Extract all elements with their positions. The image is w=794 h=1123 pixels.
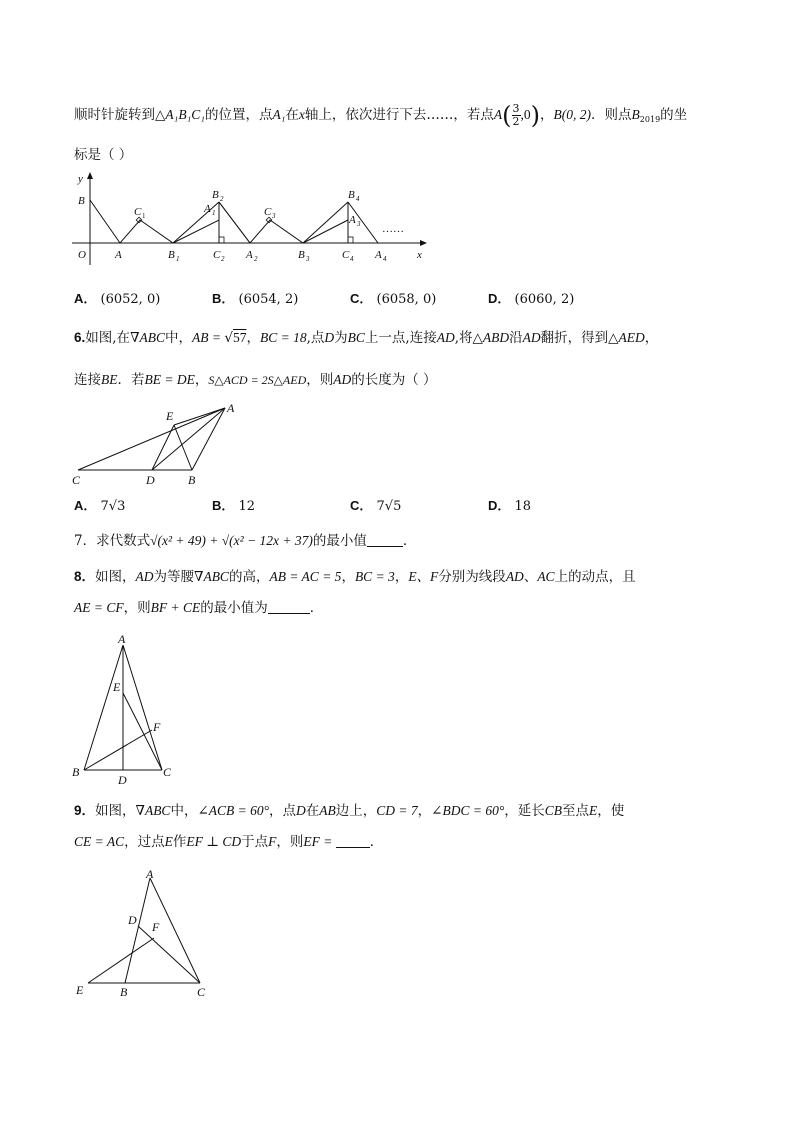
svg-text:1: 1 <box>212 209 216 217</box>
svg-text:4: 4 <box>383 255 387 263</box>
fig9-label-a: A <box>146 868 154 881</box>
fig9-label-b: B <box>120 985 128 999</box>
q5-point-a1: A₁ <box>272 107 286 122</box>
fig5-label-b3: B <box>298 249 305 261</box>
q5-text: 的坐 <box>660 107 688 123</box>
fig8-label-f: F <box>153 720 161 734</box>
fig6-label-b: B <box>188 473 196 487</box>
q5-triangle: △A₁B₁C₁ <box>155 107 205 122</box>
q8-line-2: AE = CF，则BF + CE的最小值为 ． <box>74 600 324 616</box>
fig9-label-d: D <box>128 913 137 927</box>
q6-option-d[interactable]: D． 18 <box>488 498 532 514</box>
fig8-label-c: C <box>163 765 172 779</box>
q5-point-a: A <box>493 107 503 122</box>
fig9-label-e: E <box>76 983 84 997</box>
q5-comma: ， <box>540 107 554 123</box>
q6-option-b[interactable]: B． 12 <box>212 498 256 514</box>
q5-line-2: 标是（ ） <box>74 147 133 163</box>
q5-x: x <box>298 107 305 122</box>
svg-text:4: 4 <box>356 195 360 203</box>
q5-text: 在 <box>285 107 299 123</box>
fig5-label-b4: B <box>348 189 355 201</box>
q7-number: 7． <box>74 533 97 549</box>
fig8-label-a: A <box>118 632 126 646</box>
q5-point-b2019: B <box>631 107 640 122</box>
q5-text: 的位置，点 <box>204 107 273 123</box>
q5-option-b[interactable]: B． (6054, 2) <box>212 291 299 307</box>
q5-text: 顺时针旋转到 <box>74 107 155 123</box>
q9-answer-blank[interactable] <box>336 833 370 848</box>
fig5-label-c1: C <box>134 206 142 218</box>
q7-answer-blank[interactable] <box>367 532 403 547</box>
fig6-label-c: C <box>72 473 81 487</box>
fig5-label-c4: C <box>342 249 350 261</box>
q5-option-d[interactable]: D． (6060, 2) <box>488 291 575 307</box>
svg-text:1: 1 <box>176 255 180 263</box>
fig5-label-a1: A <box>204 203 211 215</box>
q6-option-c[interactable]: C． 7√5 <box>350 498 402 514</box>
q5-sub-2019: 2019 <box>639 115 661 124</box>
svg-text:4: 4 <box>350 255 354 263</box>
fig6-label-a: A <box>227 401 235 415</box>
q5-option-c[interactable]: C． (6058, 0) <box>350 291 437 307</box>
fig5-label-a: A <box>115 249 122 261</box>
fig5-label-b2: B <box>212 189 219 201</box>
q7-line: 7．求代数式√(x² + 49) + √(x² − 12x + 37)的最小值 ． <box>74 533 417 549</box>
q9-number: 9． <box>74 803 96 818</box>
fig9-label-f: F <box>152 920 160 934</box>
fig5-label-a3: A <box>349 214 356 226</box>
svg-text:2: 2 <box>220 195 224 203</box>
q7-expression: √(x² + 49) + √(x² − 12x + 37) <box>150 533 313 548</box>
fig5-label-c2: C <box>213 249 221 261</box>
fig8-label-e: E <box>113 680 121 694</box>
fig8-label-b: B <box>72 765 80 779</box>
q5-option-a[interactable]: A． (6052, 0) <box>74 291 161 307</box>
q8-answer-blank[interactable] <box>268 599 310 614</box>
fig5-label-a4: A <box>375 249 382 261</box>
q5-point-b: B(0, 2) <box>553 107 592 122</box>
fig5-label-x: x <box>417 249 422 261</box>
q8-number: 8． <box>74 569 96 584</box>
q8-figure <box>66 630 186 790</box>
q6-option-a[interactable]: A． 7√3 <box>74 498 126 514</box>
fig5-label-y: y <box>78 173 83 185</box>
q5-fraction: $\frac{3}{2}$ <box>512 102 520 128</box>
svg-text:2: 2 <box>254 255 258 263</box>
q6-number: 6. <box>74 330 86 345</box>
q6-line-1: 6.如图,在∇ABC中，AB = √57，BC = 18,点D为BC上一点,连接AD,将△ABD沿AD翻折，得到△AED， <box>74 330 659 346</box>
fig5-label-o: O <box>78 249 86 261</box>
fig8-label-d: D <box>118 773 127 787</box>
q9-figure <box>70 868 220 1003</box>
svg-text:3: 3 <box>357 220 361 228</box>
fig6-label-e: E <box>166 409 174 423</box>
q5-zero: ,0 <box>520 107 531 122</box>
fig5-label-a2: A <box>246 249 253 261</box>
fig5-dots: …… <box>382 223 404 235</box>
q8-line-1: 8．如图，AD为等腰∇ABC的高，AB = AC = 5，BC = 3，E、F分别为线段AD、AC上的动点，且 <box>74 569 636 585</box>
q6-figure <box>70 400 250 490</box>
fig9-label-c: C <box>197 985 206 999</box>
svg-text:2: 2 <box>221 255 225 263</box>
q6-line-2: 连接BE．若BE = DE，S△ACD = 2S△AED，则AD的长度为（ ） <box>74 372 437 388</box>
q9-line-2: CE = AC，过点E作EF ⊥ CD于点F，则EF = ． <box>74 834 384 850</box>
q9-line-1: 9．如图，∇ABC中，∠ACB = 60°，点D在AB边上，CD = 7，∠BDC = 60°，延长CB至点E，使 <box>74 803 625 819</box>
fig5-label-b1: B <box>168 249 175 261</box>
q5-text: ．则点 <box>591 107 632 123</box>
svg-text:3: 3 <box>272 212 276 220</box>
q5-line-1: 顺时针旋转到△A₁B₁C₁的位置，点A₁在x轴上，依次进行下去……，若点A( $\frac{3}{2}$ ,0)，B(0, 2)．则点$B_{2019}$的坐 <box>74 101 688 130</box>
svg-text:3: 3 <box>306 255 310 263</box>
q5-text: 轴上，依次进行下去……，若点 <box>304 107 494 123</box>
svg-text:1: 1 <box>142 212 146 220</box>
fig6-label-d: D <box>146 473 155 487</box>
fig5-label-c3: C <box>264 206 272 218</box>
fig5-label-b: B <box>78 195 85 207</box>
q5-figure <box>70 170 430 270</box>
